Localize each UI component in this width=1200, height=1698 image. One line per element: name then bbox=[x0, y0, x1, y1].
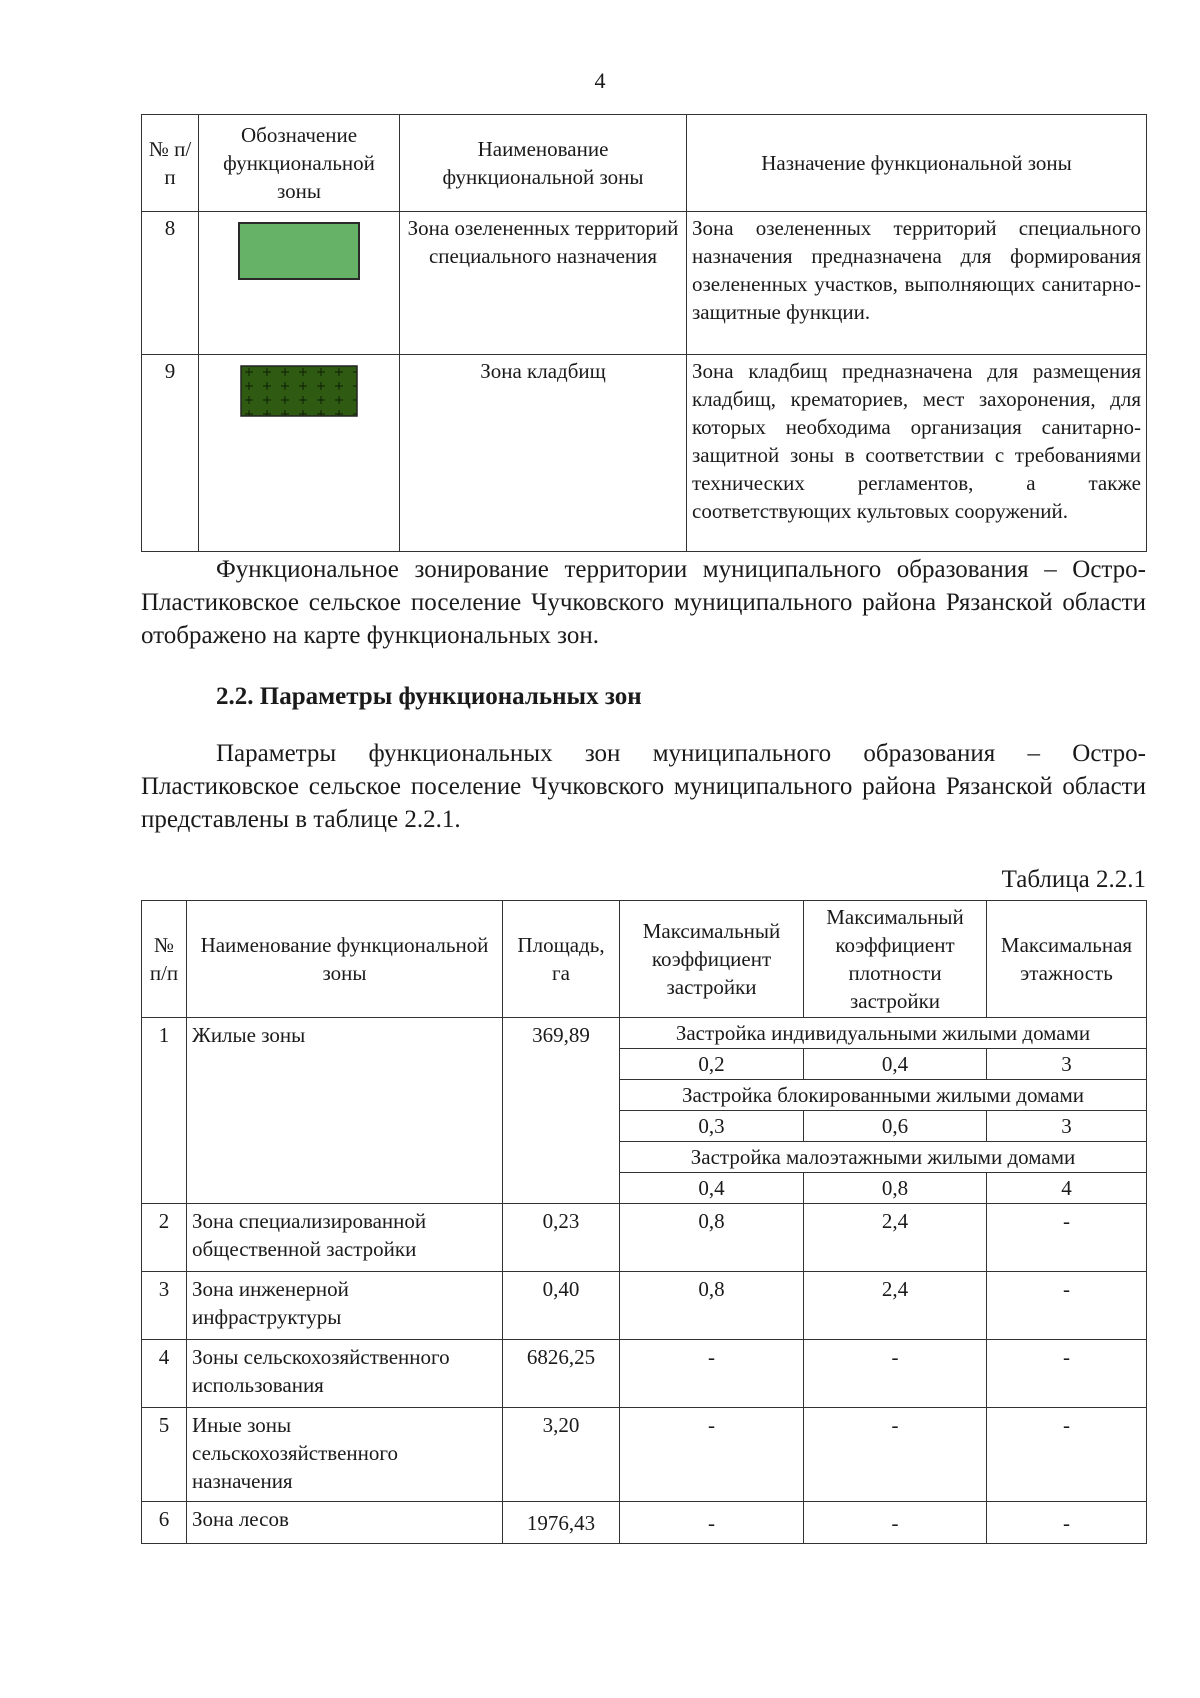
table-caption: Таблица 2.2.1 bbox=[1001, 866, 1146, 893]
zone-name: Зоны сельскохозяйственного использования bbox=[187, 1340, 503, 1408]
max-coverage: 0,2 bbox=[620, 1049, 804, 1080]
row-num: 9 bbox=[142, 355, 199, 552]
zones-legend-table bbox=[141, 114, 1147, 552]
row-num: 5 bbox=[142, 1408, 187, 1502]
max-floors: - bbox=[987, 1408, 1147, 1502]
zone-name: Жилые зоны bbox=[187, 1018, 503, 1204]
development-type-label: Застройка малоэтажными жилыми домами bbox=[620, 1142, 1147, 1173]
zone-name: Иные зоны сельскохозяйственного назначения bbox=[187, 1408, 503, 1502]
max-coverage: 0,8 bbox=[620, 1272, 804, 1340]
table-row bbox=[142, 1340, 1147, 1408]
zoning-paragraph: Функциональное зонирование территории муниципального образования – Остро-Пластиковское сельское поселение Чучковского муниципального района Рязанской области отображено на карте функциональных зон. bbox=[141, 556, 1146, 649]
zone-purpose: Зона озелененных территорий специального назначения предназначена для формирования озелененных участков, выполняющих санитарно-защитные функции. bbox=[687, 212, 1147, 355]
max-floors: - bbox=[987, 1272, 1147, 1340]
table-header-row bbox=[142, 901, 1147, 1018]
max-density: 0,4 bbox=[804, 1049, 987, 1080]
zone-area: 1976,43 bbox=[503, 1502, 620, 1544]
zone-area: 3,20 bbox=[503, 1408, 620, 1502]
header-max-density: Максимальный коэффициент плотности застройки bbox=[804, 901, 987, 1018]
zone-area: 369,89 bbox=[503, 1018, 620, 1204]
zone-area: 0,40 bbox=[503, 1272, 620, 1340]
header-area: Площадь, га bbox=[503, 901, 620, 1018]
row-num: 6 bbox=[142, 1502, 187, 1544]
zone-area: 0,23 bbox=[503, 1204, 620, 1272]
max-floors: 3 bbox=[987, 1049, 1147, 1080]
header-zone-name: Наименование функциональной зоны bbox=[187, 901, 503, 1018]
row-num: 3 bbox=[142, 1272, 187, 1340]
zone-name: Зона кладбищ bbox=[400, 355, 687, 552]
max-floors: - bbox=[987, 1204, 1147, 1272]
green-zone-swatch bbox=[238, 222, 360, 280]
row-num: 2 bbox=[142, 1204, 187, 1272]
zone-purpose: Зона кладбищ предназначена для размещения кладбищ, крематориев, мест захоронения, для которых необходима организация санитарно-защитной зоны в соответствии с требованиями технических регламентов, а также соответствующих культовых сооружений. bbox=[687, 355, 1147, 552]
max-density: 0,6 bbox=[804, 1111, 987, 1142]
max-coverage: - bbox=[620, 1340, 804, 1408]
zone-name: Зона озелененных территорий специального назначения bbox=[400, 212, 687, 355]
zone-name: Зона специализированной общественной застройки bbox=[187, 1204, 503, 1272]
cemetery-zone-swatch bbox=[240, 365, 358, 417]
row-num: 4 bbox=[142, 1340, 187, 1408]
header-max-floors: Максимальная этажность bbox=[987, 901, 1147, 1018]
header-num: № п/п bbox=[142, 901, 187, 1018]
max-coverage: 0,4 bbox=[620, 1173, 804, 1204]
development-type-label: Застройка блокированными жилыми домами bbox=[620, 1080, 1147, 1111]
table-row bbox=[142, 1502, 1147, 1544]
max-density: - bbox=[804, 1408, 987, 1502]
header-max-coverage: Максимальный коэффициент застройки bbox=[620, 901, 804, 1018]
max-floors: - bbox=[987, 1502, 1147, 1544]
table-header-row bbox=[142, 115, 1147, 212]
zone-name: Зона инженерной инфраструктуры bbox=[187, 1272, 503, 1340]
table-row bbox=[142, 1408, 1147, 1502]
zone-swatch-cell bbox=[199, 355, 400, 552]
header-zone-name: Наименование функциональной зоны bbox=[400, 115, 687, 212]
zone-parameters-table bbox=[141, 900, 1147, 1544]
development-type-label: Застройка индивидуальными жилыми домами bbox=[620, 1018, 1147, 1049]
table-row bbox=[142, 1018, 1147, 1049]
max-coverage: 0,3 bbox=[620, 1111, 804, 1142]
max-floors: 3 bbox=[987, 1111, 1147, 1142]
max-coverage: 0,8 bbox=[620, 1204, 804, 1272]
max-density: - bbox=[804, 1340, 987, 1408]
zone-swatch-cell bbox=[199, 212, 400, 355]
section-heading: 2.2. Параметры функциональных зон bbox=[216, 683, 642, 710]
max-floors: 4 bbox=[987, 1173, 1147, 1204]
max-density: 2,4 bbox=[804, 1272, 987, 1340]
max-density: - bbox=[804, 1502, 987, 1544]
max-floors: - bbox=[987, 1340, 1147, 1408]
zone-name: Зона лесов bbox=[187, 1502, 503, 1544]
table-row bbox=[142, 212, 1147, 355]
max-density: 0,8 bbox=[804, 1173, 987, 1204]
row-num: 8 bbox=[142, 212, 199, 355]
page-number: 4 bbox=[594, 68, 606, 93]
table-row bbox=[142, 1272, 1147, 1340]
header-num: № п/п bbox=[142, 115, 199, 212]
zone-area: 6826,25 bbox=[503, 1340, 620, 1408]
table-row bbox=[142, 355, 1147, 552]
header-designation: Обозначение функциональной зоны bbox=[199, 115, 400, 212]
header-zone-purpose: Назначение функциональной зоны bbox=[687, 115, 1147, 212]
max-coverage: - bbox=[620, 1502, 804, 1544]
max-density: 2,4 bbox=[804, 1204, 987, 1272]
row-num: 1 bbox=[142, 1018, 187, 1204]
max-coverage: - bbox=[620, 1408, 804, 1502]
table-row bbox=[142, 1204, 1147, 1272]
parameters-paragraph: Параметры функциональных зон муниципального образования – Остро-Пластиковское сельское поселение Чучковского муниципального района Рязанской области представлены в таблице 2.2.1. bbox=[141, 740, 1146, 833]
